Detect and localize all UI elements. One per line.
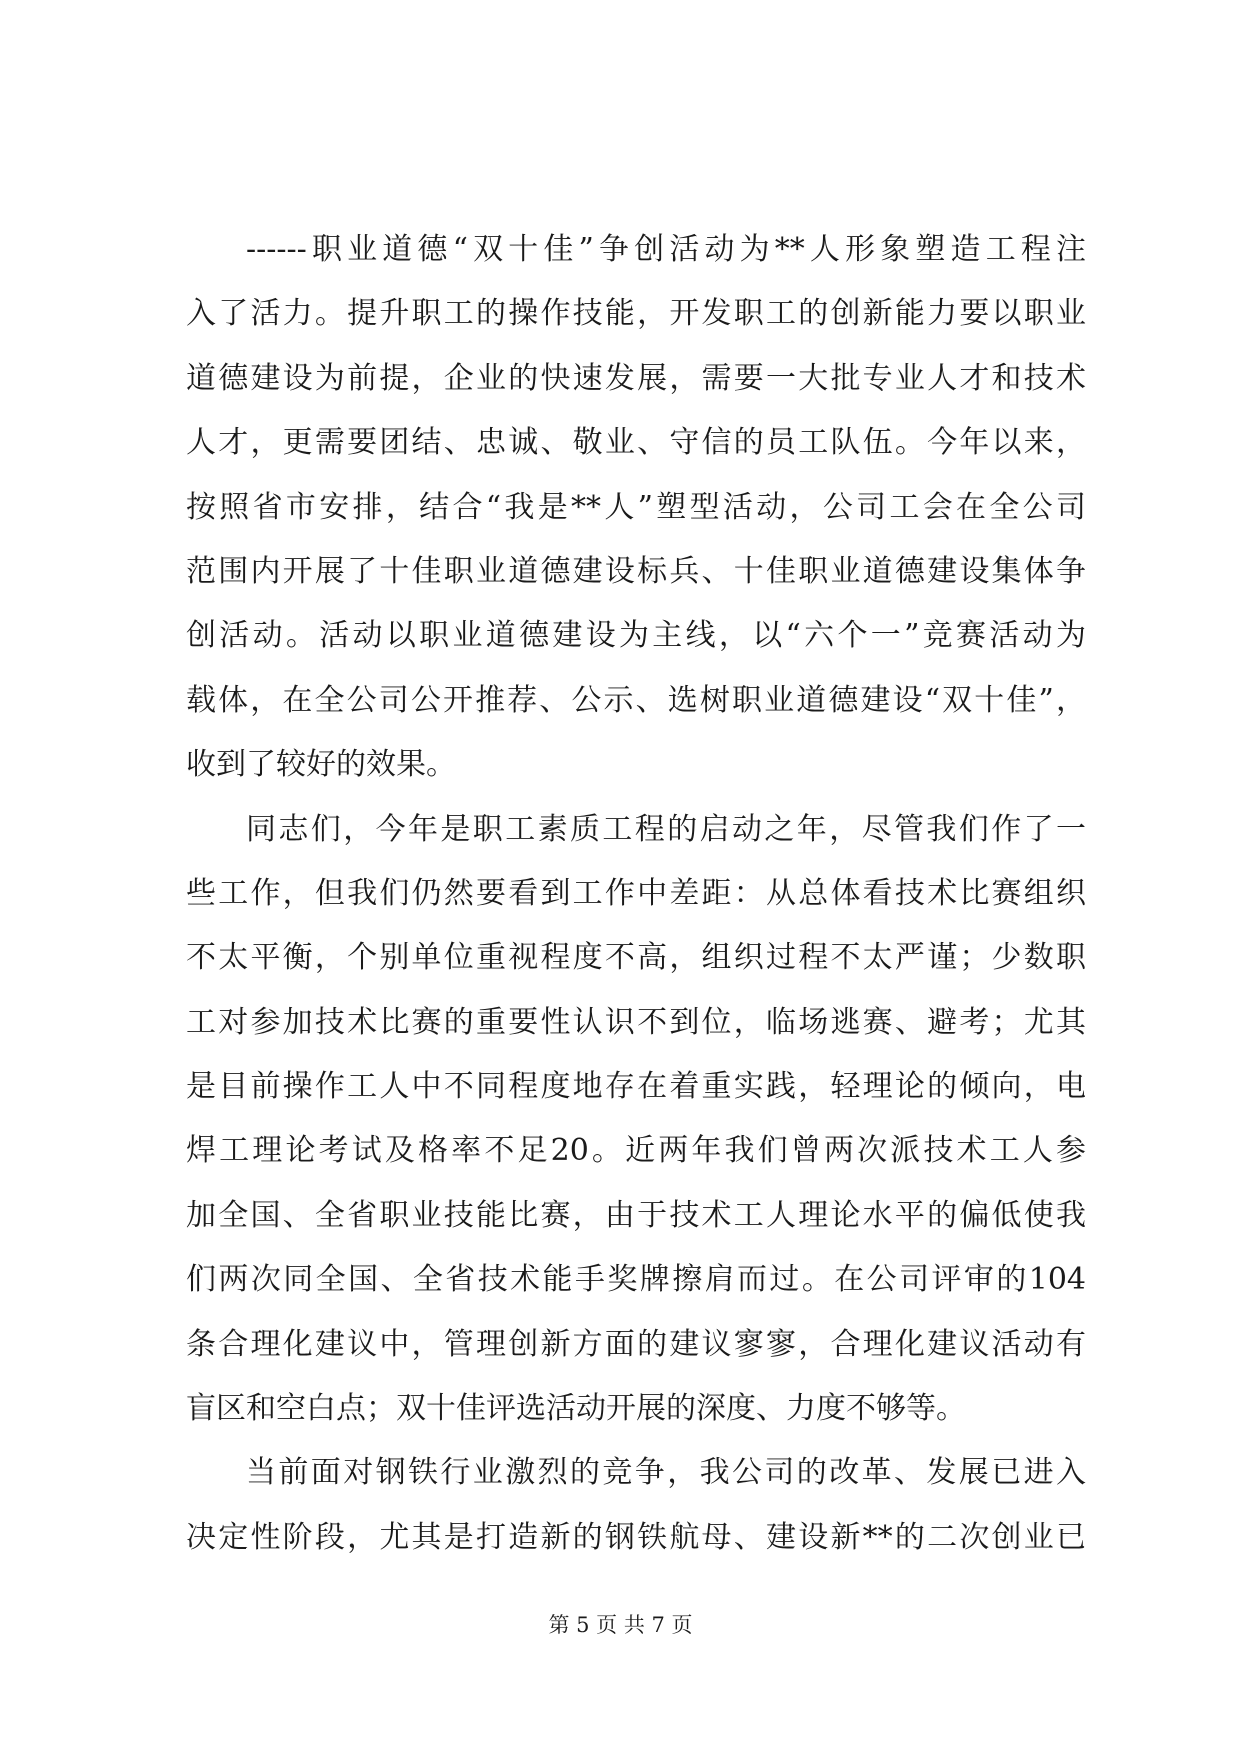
text-line: 盲区和空白点；双十佳评选活动开展的深度、力度不够等。 xyxy=(186,1391,966,1427)
text-line: 加全国、全省职业技能比赛，由于技术工人理论水平的偏低使我 xyxy=(186,1197,1086,1233)
text-line: 焊工理论考试及格率不足20。近两年我们曾两次派技术工人参 xyxy=(186,1133,1086,1169)
text-line: 决定性阶段，尤其是打造新的钢铁航母、建设新**的二次创业已 xyxy=(186,1519,1086,1555)
document-body xyxy=(186,233,1086,1585)
text-line: 们两次同全国、全省技术能手奖牌擦肩而过。在公司评审的104 xyxy=(186,1262,1086,1298)
text-line: 按照省市安排，结合“我是**人”塑型活动，公司工会在全公司 xyxy=(186,489,1086,525)
text-line: 条合理化建议中，管理创新方面的建议寥寥，合理化建议活动有 xyxy=(186,1326,1086,1362)
text-line: 些工作，但我们仍然要看到工作中差距：从总体看技术比赛组织 xyxy=(186,875,1086,911)
text-line: 收到了较好的效果。 xyxy=(186,747,456,783)
text-line: 载体，在全公司公开推荐、公示、选树职业道德建设“双十佳”， xyxy=(186,682,1086,718)
text-line: 工对参加技术比赛的重要性认识不到位，临场逃赛、避考；尤其 xyxy=(186,1004,1086,1040)
text-line: ------职业道德“双十佳”争创活动为**人形象塑造工程注 xyxy=(246,232,1086,267)
text-line: 当前面对钢铁行业激烈的竞争，我公司的改革、发展已进入 xyxy=(246,1455,1086,1491)
text-line: 道德建设为前提，企业的快速发展，需要一大批专业人才和技术 xyxy=(186,360,1086,396)
text-line: 人才，更需要团结、忠诚、敬业、守信的员工队伍。今年以来， xyxy=(186,425,1086,461)
text-line: 是目前操作工人中不同程度地存在着重实践，轻理论的倾向，电 xyxy=(186,1069,1086,1105)
text-line: 不太平衡，个别单位重视程度不高，组织过程不太严谨；少数职 xyxy=(186,940,1086,976)
text-line: 创活动。活动以职业道德建设为主线，以“六个一”竞赛活动为 xyxy=(186,618,1086,654)
text-line: 入了活力。提升职工的操作技能，开发职工的创新能力要以职业 xyxy=(186,296,1086,332)
page-number-footer: 第 5 页 共 7 页 xyxy=(548,1613,693,1637)
text-line: 范围内开展了十佳职业道德建设标兵、十佳职业道德建设集体争 xyxy=(186,553,1086,589)
text-line: 同志们，今年是职工素质工程的启动之年，尽管我们作了一 xyxy=(246,811,1086,847)
